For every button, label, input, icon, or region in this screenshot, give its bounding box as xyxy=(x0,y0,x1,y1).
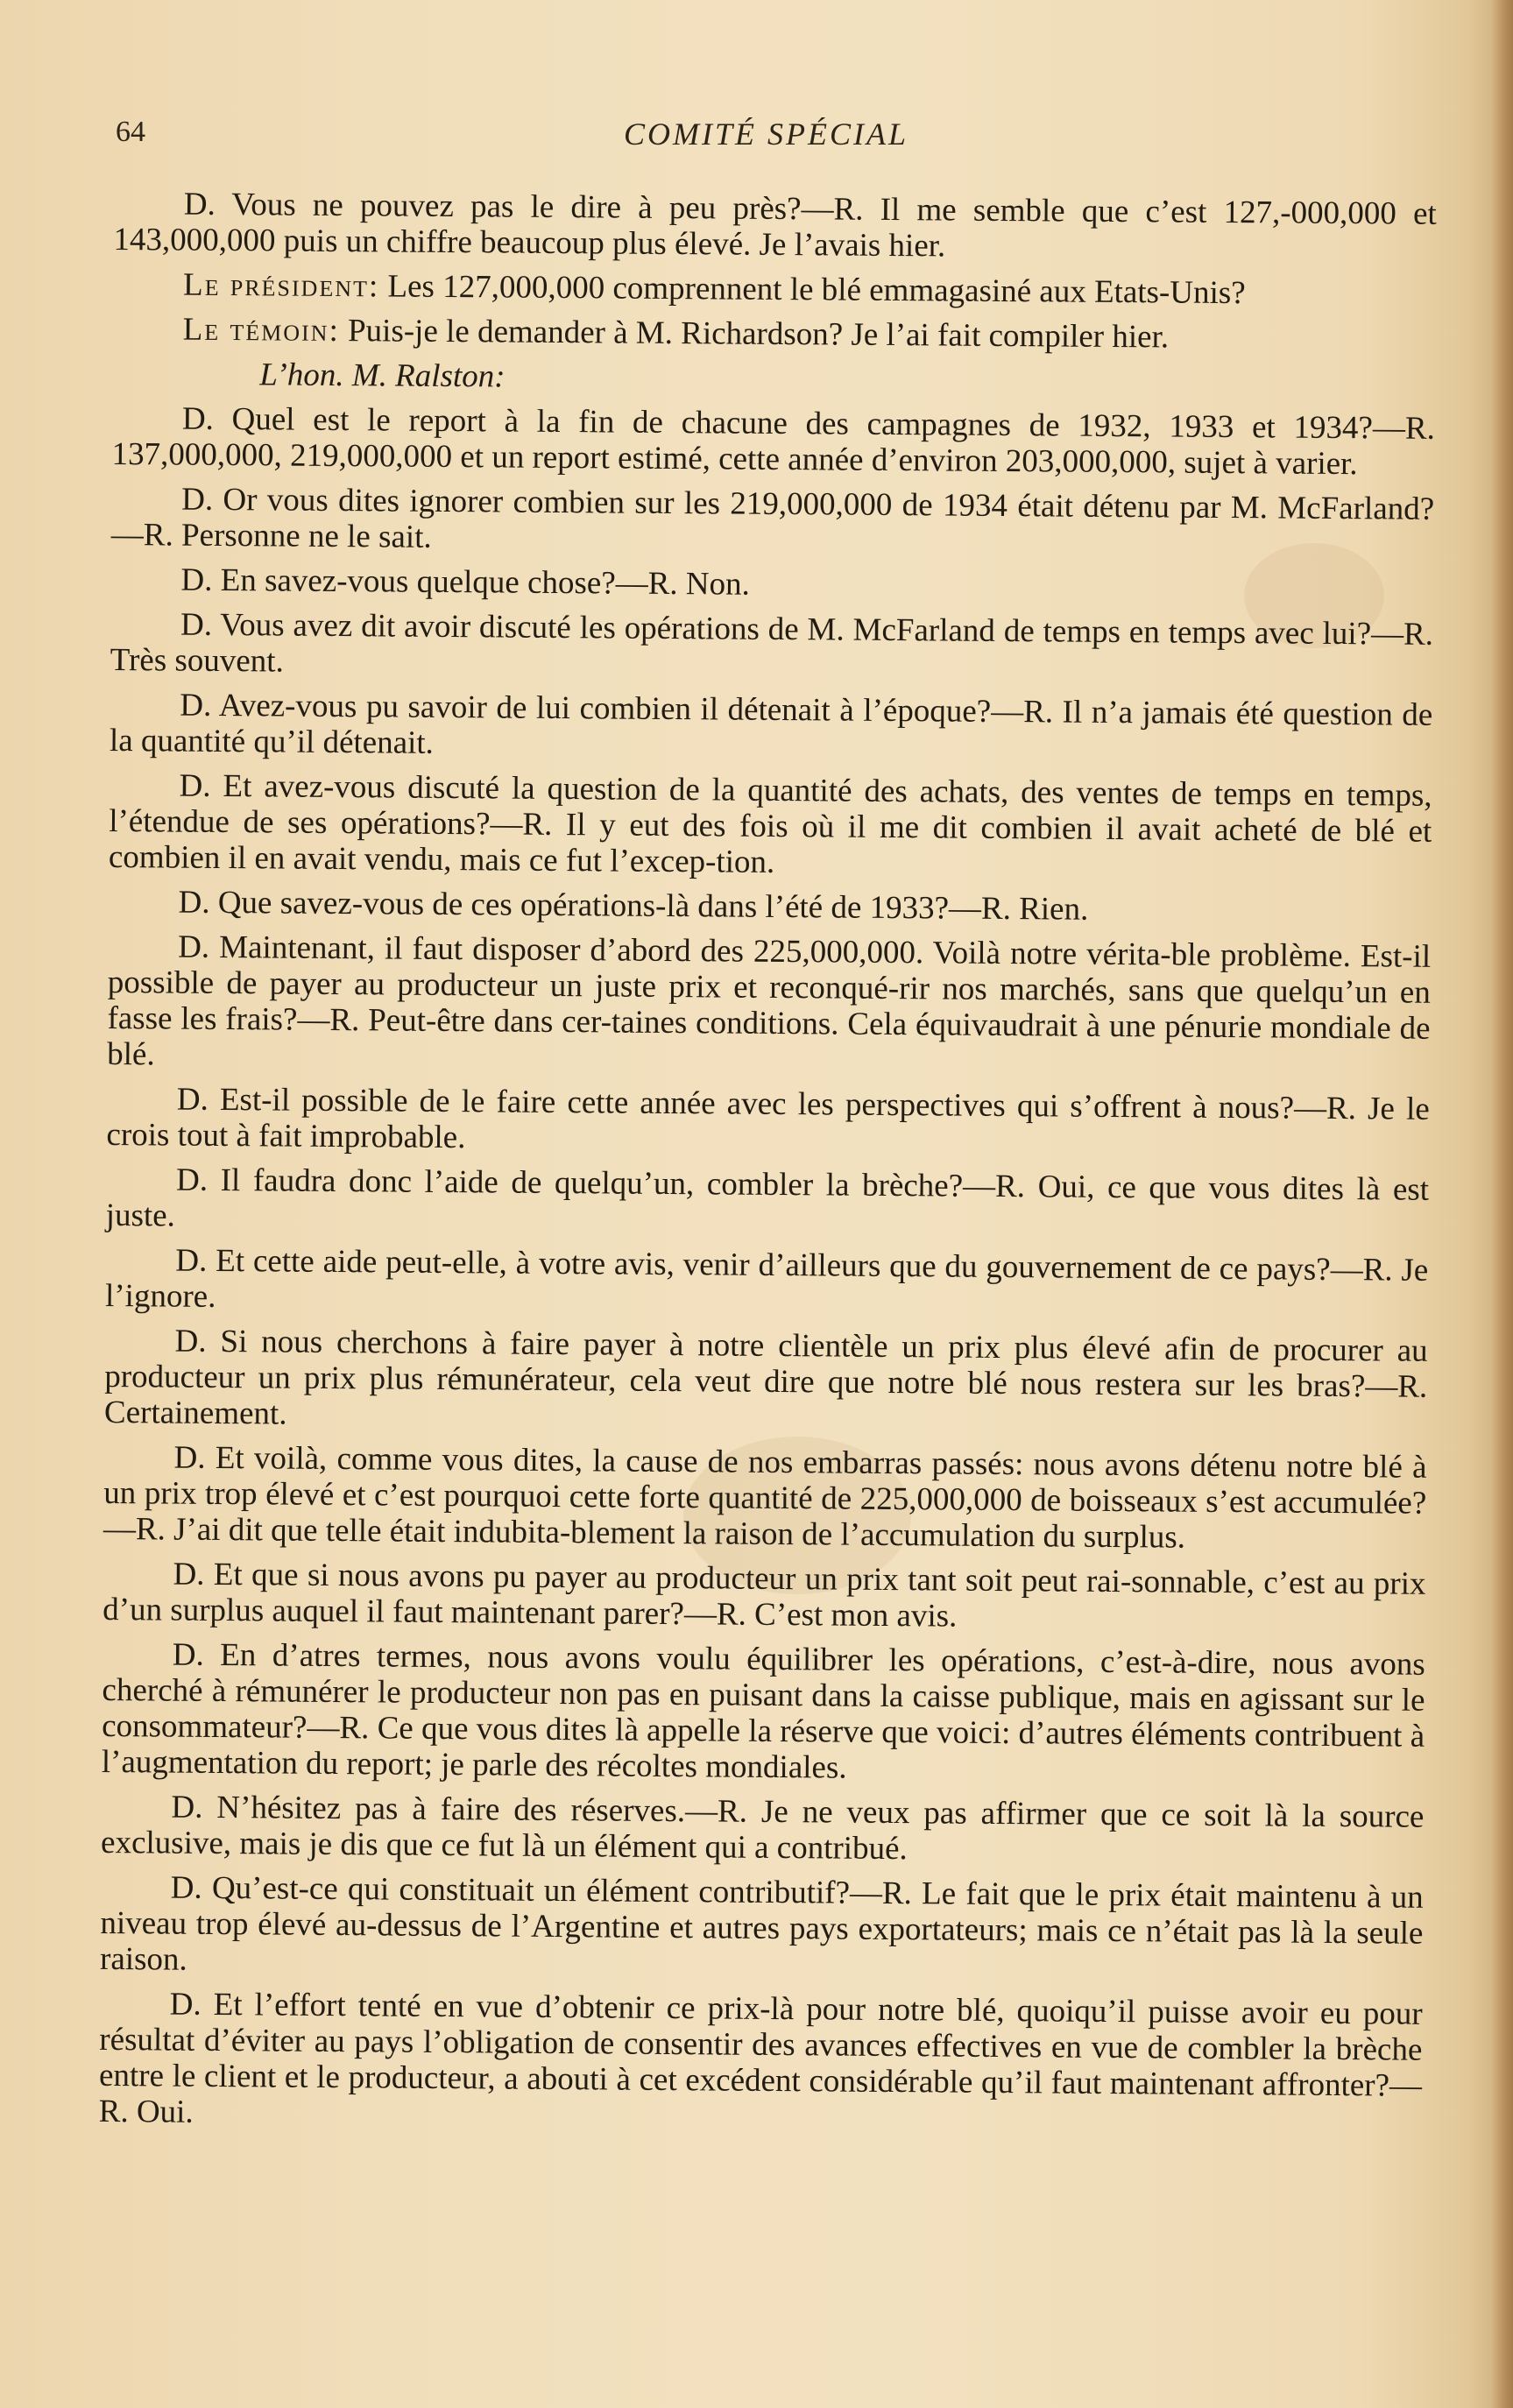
paragraph: Le témoin: Puis-je le demander à M. Richardson? Je l’ai fait compiler hier. xyxy=(182,311,1170,356)
paragraph: D. Et cette aide peut-elle, à votre avis, venir d’ailleurs que du gouvernement de ce pays?—R. Je l’ignore. xyxy=(104,1242,1429,1315)
running-head: COMITÉ SPÉCIAL xyxy=(624,117,909,152)
paragraph: D. Avez-vous pu savoir de lui combien il détenait à l’époque?—R. Il n’a jamais été question de la quantité qu’il détenait. xyxy=(109,687,1433,761)
speaker-label: Le président: xyxy=(182,266,380,305)
paragraph: D. Quel est le report à la fin de chacune des campagnes de 1932, 1933 et 1934?—R. 137,000,000, 219,000,000 et un report estimé, cette année d’environ 203,000,000, sujet à varier. xyxy=(111,400,1436,483)
page-number: 64 xyxy=(116,116,145,148)
speaker-heading: L’hon. M. Ralston: xyxy=(259,357,506,395)
paragraph: D. Est-il possible de le faire cette année avec les perspectives qui s’offrent à nous?—R. Je le crois tout à fait improbable. xyxy=(106,1081,1430,1156)
paragraph: D. Et l’effort tenté en vue d’obtenir ce prix-là pour notre blé, quoiqu’il puisse avoir eu pour résultat d’éviter au pays l’obligation de consentir des avances effectives en vue de combler la brèche entre le client et le producteur, a abouti à cet excédent considérable qu’il faut maintenant affronter?—R. Oui. xyxy=(98,1986,1423,2130)
paragraph: D. Et voilà, comme vous dites, la cause de nos embarras passés: nous avons détenu notre blé à un prix trop élevé et c’est pourquoi cette forte quantité de 225,000,000 de boisseaux s’est accumulée?—R. J’ai dit que telle était indubita-blement la raison de l’accumulation du surplus. xyxy=(103,1439,1427,1556)
paragraph: D. En savez-vous quelque chose?—R. Non. xyxy=(180,561,751,603)
paragraph: D. En d’atres termes, nous avons voulu équilibrer les opérations, c’est-à-dire, nous avons cherché à rémunérer le producteur non pas en puisant dans la caisse publique, mais en agissant sur le consommateur?—R. Ce que vous dites là appelle la réserve que voici: d’autres éléments contribuent à l’augmentation du report; je parle des récoltes mondiales. xyxy=(101,1636,1425,1786)
page-header xyxy=(116,116,1430,165)
paragraph: D. Vous ne pouvez pas le dire à peu près?—R. Il me semble que c’est 127,-000,000 et 143,000,000 puis un chiffre beaucoup plus élevé. Je l’avais hier. xyxy=(113,186,1437,265)
paragraph: D. Si nous cherchons à faire payer à notre clientèle un prix plus élevé afin de procurer au producteur un prix plus rémunérateur, cela veut dire que notre blé nous restera sur les bras?—R. Certainement. xyxy=(103,1323,1428,1432)
paragraph: D. N’hésitez pas à faire des réserves.—R. Je ne veux pas affirmer que ce soit là la source exclusive, mais je dis que ce fut là un élément qui a contribué. xyxy=(100,1789,1425,1868)
paragraph: D. Qu’est-ce qui constituait un élément contributif?—R. Le fait que le prix était maintenu à un niveau trop élevé au-dessus de l’Argentine et autres pays exportateurs; mais ce n’était pas là la seule raison. xyxy=(99,1869,1424,1978)
paragraph: D. Que savez-vous de ces opérations-là dans l’été de 1933?—R. Rien. xyxy=(178,884,1089,928)
paragraph: D. Maintenant, il faut disposer d’abord des 225,000,000. Voilà notre vérita-ble problème. Est-il possible de payer au producteur un juste prix et reconqué-rir nos marchés, sans que quelqu’un en fasse les frais?—R. Peut-être dans cer-taines conditions. Cela équivaudrait à une pénurie mondiale de blé. xyxy=(107,929,1432,1073)
paragraph: Le président: Les 127,000,000 comprennent le blé emmagasiné aux Etats-Unis? xyxy=(182,266,1246,312)
speaker-label: Le témoin: xyxy=(182,311,340,350)
paragraph: D. Or vous dites ignorer combien sur les 219,000,000 de 1934 était détenu par M. McFarland?—R. Personne ne le sait. xyxy=(110,481,1435,555)
book-spine-edge xyxy=(1490,0,1513,2408)
body-text xyxy=(98,186,1436,2149)
paragraph: D. Il faudra donc l’aide de quelqu’un, combler la brèche?—R. Oui, ce que vous dites là est juste. xyxy=(105,1162,1430,1234)
paragraph: D. Et que si nous avons pu payer au producteur un prix tant soit peut rai-sonnable, c’est au prix d’un surplus auquel il faut maintenant parer?—R. C’est mon avis. xyxy=(103,1556,1426,1635)
paragraph: D. Vous avez dit avoir discuté les opérations de M. McFarland de temps en temps avec lui?—R. Très souvent. xyxy=(110,606,1434,680)
paragraph: D. Et avez-vous discuté la question de la quantité des achats, des ventes de temps en temps, l’étendue de ses opérations?—R. Il y eut des fois où il me dit combien il avait acheté de blé et combien il en avait vendu, mais ce fut l’excep-tion. xyxy=(108,767,1432,880)
